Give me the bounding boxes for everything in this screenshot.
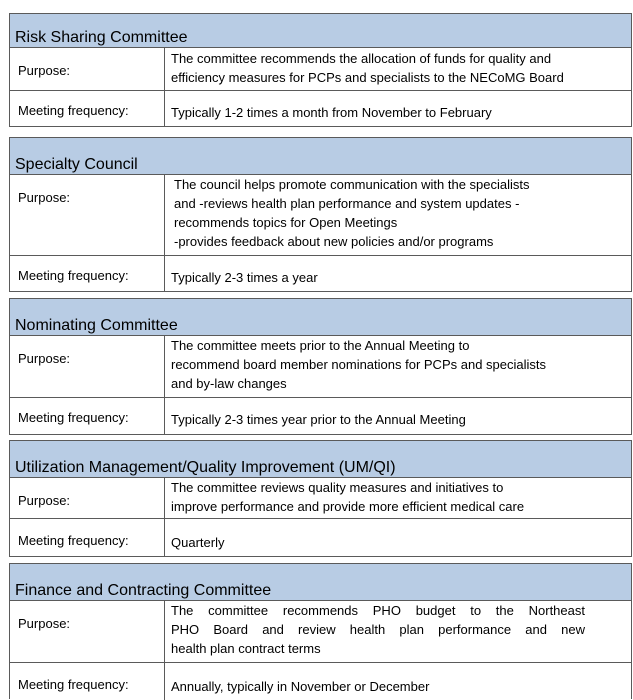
purpose-line: efficiency measures for PCPs and specialists to the NECoMG Board [171,70,564,85]
committee-title: Nominating Committee [15,317,178,334]
frequency-row [10,397,631,435]
purpose-row [10,48,631,90]
purpose-line: recommend board member nominations for PCPs and specialists [171,357,547,372]
purpose-label-cell [10,478,165,518]
purpose-line: and -reviews health plan performance and system updates - [174,196,520,211]
purpose-label-cell [10,336,165,397]
frequency-label-cell [10,519,165,557]
purpose-line: -provides feedback about new policies and/or programs [174,234,494,249]
purpose-row [10,478,631,518]
purpose-line: and by-law changes [171,376,287,391]
committee-title: Risk Sharing Committee [15,29,188,46]
purpose-line: PHO Board and review health plan performance and new [171,622,585,637]
purpose-line: The committee recommends PHO budget to the Northeast [171,603,585,618]
purpose-row [10,175,631,255]
frequency-label-cell [10,91,165,127]
purpose-label-cell [10,175,165,255]
purpose-label: Purpose: [18,351,71,366]
committee-nominating [9,298,632,435]
purpose-text [171,478,627,518]
purpose-row [10,336,631,397]
frequency-label: Meeting frequency: [18,103,129,118]
committee-header [10,14,631,48]
committee-header [10,138,631,175]
purpose-line: improve performance and provide more efficient medical care [171,499,525,514]
committee-um-qi [9,440,632,557]
purpose-label: Purpose: [18,63,71,78]
committee-header [10,564,631,601]
purpose-line: The committee recommends the allocation of funds for quality and [171,51,552,66]
purpose-label: Purpose: [18,616,71,631]
committee-header [10,299,631,336]
frequency-text: Typically 2-3 times year prior to the Annual Meeting [171,412,466,427]
frequency-row [10,90,631,127]
frequency-label: Meeting frequency: [18,268,129,283]
purpose-line: recommends topics for Open Meetings [174,215,398,230]
frequency-label-cell [10,663,165,700]
purpose-text [171,49,627,90]
frequency-label: Meeting frequency: [18,533,129,548]
frequency-label: Meeting frequency: [18,677,129,692]
frequency-label-cell [10,256,165,292]
purpose-label-cell [10,601,165,662]
purpose-text [171,336,627,397]
frequency-text: Quarterly [171,535,225,550]
committee-finance-contracting [9,563,632,699]
committee-specialty-council [9,137,632,292]
frequency-row [10,662,631,700]
frequency-text: Typically 1-2 times a month from November to February [171,105,492,120]
purpose-line: The committee reviews quality measures and initiatives to [171,480,504,495]
frequency-row [10,518,631,557]
frequency-label: Meeting frequency: [18,410,129,425]
purpose-label: Purpose: [18,493,71,508]
purpose-line: health plan contract terms [171,641,321,656]
purpose-row [10,601,631,662]
purpose-line: The council helps promote communication with the specialists [174,177,530,192]
committee-header [10,441,631,478]
committee-title: Specialty Council [15,156,138,173]
frequency-row [10,255,631,292]
purpose-line: The committee meets prior to the Annual Meeting to [171,338,470,353]
purpose-label: Purpose: [18,190,71,205]
committee-title: Finance and Contracting Committee [15,582,272,599]
purpose-text [171,601,585,662]
frequency-text: Typically 2-3 times a year [171,270,318,285]
purpose-label-cell [10,48,165,90]
committee-title: Utilization Management/Quality Improvement (UM/QI) [15,459,396,476]
purpose-text [174,175,627,255]
frequency-label-cell [10,398,165,435]
frequency-text: Annually, typically in November or December [171,679,430,694]
committee-risk-sharing [9,13,632,127]
